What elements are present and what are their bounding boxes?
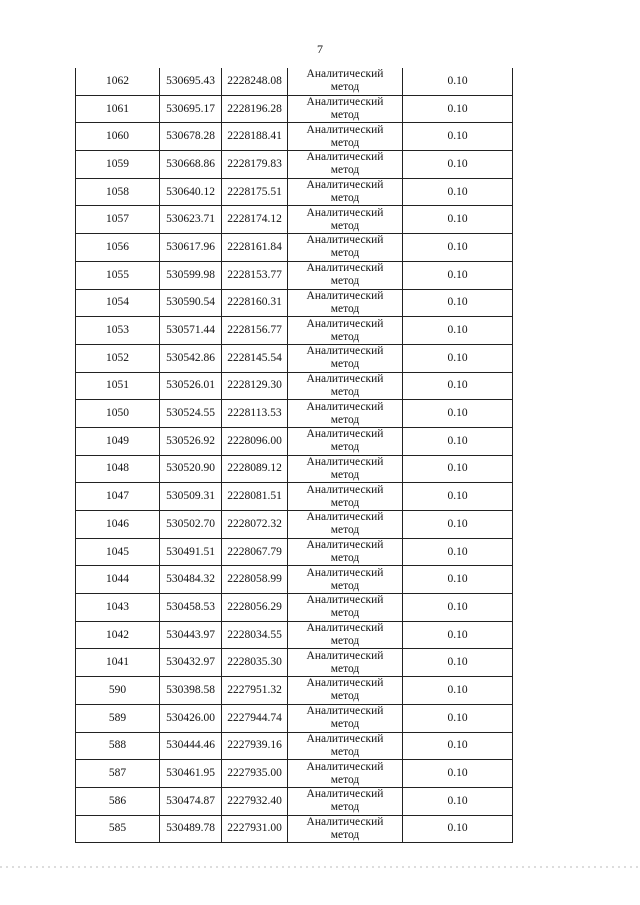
table-row bbox=[76, 344, 513, 372]
x-coordinate-cell: 530502.70 bbox=[160, 511, 222, 539]
method-cell bbox=[288, 483, 403, 511]
method-text-line-1: Аналитический bbox=[306, 649, 384, 662]
method-text-line-1: Аналитический bbox=[306, 234, 384, 247]
method-cell bbox=[288, 538, 403, 566]
x-coordinate-cell: 530668.86 bbox=[160, 151, 222, 179]
accuracy-cell: 0.10 bbox=[403, 261, 513, 289]
method-cell bbox=[288, 621, 403, 649]
method-text-line-2: метод bbox=[330, 718, 360, 731]
method-text-line-1: Аналитический bbox=[306, 622, 384, 635]
y-coordinate-cell: 2227939.16 bbox=[222, 732, 288, 760]
table-row bbox=[76, 317, 513, 345]
table-row bbox=[76, 234, 513, 262]
method-text-line-1: Аналитический bbox=[306, 400, 384, 413]
method-text-line-1: Аналитический bbox=[306, 262, 384, 275]
method-text-line-2: метод bbox=[330, 358, 360, 371]
y-coordinate-cell: 2228179.83 bbox=[222, 151, 288, 179]
method-cell bbox=[288, 400, 403, 428]
accuracy-cell: 0.10 bbox=[403, 594, 513, 622]
method-cell bbox=[288, 760, 403, 788]
method-text-line-1: Аналитический bbox=[306, 206, 384, 219]
point-number-cell: 1049 bbox=[76, 427, 160, 455]
y-coordinate-cell: 2228145.54 bbox=[222, 344, 288, 372]
accuracy-cell: 0.10 bbox=[403, 621, 513, 649]
accuracy-cell: 0.10 bbox=[403, 732, 513, 760]
x-coordinate-cell: 530461.95 bbox=[160, 760, 222, 788]
method-text-line-1: Аналитический bbox=[306, 372, 384, 385]
accuracy-cell: 0.10 bbox=[403, 206, 513, 234]
method-cell bbox=[288, 815, 403, 843]
table-row bbox=[76, 123, 513, 151]
point-number-cell: 586 bbox=[76, 787, 160, 815]
method-text-line-1: Аналитический bbox=[306, 566, 384, 579]
y-coordinate-cell: 2228058.99 bbox=[222, 566, 288, 594]
method-text-line-1: Аналитический bbox=[306, 594, 384, 607]
accuracy-cell: 0.10 bbox=[403, 427, 513, 455]
y-coordinate-cell: 2228129.30 bbox=[222, 372, 288, 400]
accuracy-cell: 0.10 bbox=[403, 289, 513, 317]
x-coordinate-cell: 530489.78 bbox=[160, 815, 222, 843]
x-coordinate-cell: 530623.71 bbox=[160, 206, 222, 234]
method-text-line-2: метод bbox=[330, 579, 360, 592]
accuracy-cell: 0.10 bbox=[403, 344, 513, 372]
x-coordinate-cell: 530509.31 bbox=[160, 483, 222, 511]
method-text-line-2: метод bbox=[330, 607, 360, 620]
table-row bbox=[76, 68, 513, 95]
method-cell bbox=[288, 234, 403, 262]
x-coordinate-cell: 530542.86 bbox=[160, 344, 222, 372]
table-row bbox=[76, 261, 513, 289]
y-coordinate-cell: 2228196.28 bbox=[222, 95, 288, 123]
method-text-line-2: метод bbox=[330, 275, 360, 288]
x-coordinate-cell: 530432.97 bbox=[160, 649, 222, 677]
point-number-cell: 1059 bbox=[76, 151, 160, 179]
method-text-line-2: метод bbox=[330, 330, 360, 343]
point-number-cell: 1043 bbox=[76, 594, 160, 622]
method-text-line-1: Аналитический bbox=[306, 179, 384, 192]
point-number-cell: 1053 bbox=[76, 317, 160, 345]
point-number-cell: 1046 bbox=[76, 511, 160, 539]
accuracy-cell: 0.10 bbox=[403, 317, 513, 345]
method-cell bbox=[288, 178, 403, 206]
x-coordinate-cell: 530520.90 bbox=[160, 455, 222, 483]
accuracy-cell: 0.10 bbox=[403, 234, 513, 262]
y-coordinate-cell: 2228113.53 bbox=[222, 400, 288, 428]
x-coordinate-cell: 530443.97 bbox=[160, 621, 222, 649]
method-cell bbox=[288, 455, 403, 483]
method-text-line-1: Аналитический bbox=[306, 705, 384, 718]
x-coordinate-cell: 530524.55 bbox=[160, 400, 222, 428]
y-coordinate-cell: 2228035.30 bbox=[222, 649, 288, 677]
method-cell bbox=[288, 151, 403, 179]
x-coordinate-cell: 530590.54 bbox=[160, 289, 222, 317]
accuracy-cell: 0.10 bbox=[403, 151, 513, 179]
method-cell bbox=[288, 289, 403, 317]
x-coordinate-cell: 530571.44 bbox=[160, 317, 222, 345]
method-text-line-1: Аналитический bbox=[306, 760, 384, 773]
method-text-line-2: метод bbox=[330, 109, 360, 122]
table-row bbox=[76, 372, 513, 400]
table-row bbox=[76, 760, 513, 788]
method-cell bbox=[288, 649, 403, 677]
point-number-cell: 1047 bbox=[76, 483, 160, 511]
method-text-line-1: Аналитический bbox=[306, 455, 384, 468]
table-row bbox=[76, 400, 513, 428]
point-number-cell: 1055 bbox=[76, 261, 160, 289]
coordinates-table bbox=[75, 68, 513, 843]
method-text-line-2: метод bbox=[330, 662, 360, 675]
accuracy-cell: 0.10 bbox=[403, 760, 513, 788]
method-cell bbox=[288, 344, 403, 372]
point-number-cell: 1050 bbox=[76, 400, 160, 428]
x-coordinate-cell: 530695.43 bbox=[160, 68, 222, 95]
y-coordinate-cell: 2228160.31 bbox=[222, 289, 288, 317]
x-coordinate-cell: 530484.32 bbox=[160, 566, 222, 594]
table-row bbox=[76, 538, 513, 566]
method-text-line-1: Аналитический bbox=[306, 428, 384, 441]
method-text-line-1: Аналитический bbox=[306, 123, 384, 136]
method-text-line-2: метод bbox=[330, 302, 360, 315]
x-coordinate-cell: 530474.87 bbox=[160, 787, 222, 815]
point-number-cell: 585 bbox=[76, 815, 160, 843]
method-text-line-2: метод bbox=[330, 441, 360, 454]
y-coordinate-cell: 2228081.51 bbox=[222, 483, 288, 511]
method-text-line-2: метод bbox=[330, 552, 360, 565]
method-text-line-2: метод bbox=[330, 247, 360, 260]
method-text-line-1: Аналитический bbox=[306, 151, 384, 164]
method-text-line-1: Аналитический bbox=[306, 539, 384, 552]
point-number-cell: 1062 bbox=[76, 68, 160, 95]
point-number-cell: 588 bbox=[76, 732, 160, 760]
x-coordinate-cell: 530426.00 bbox=[160, 704, 222, 732]
method-text-line-1: Аналитический bbox=[306, 511, 384, 524]
accuracy-cell: 0.10 bbox=[403, 566, 513, 594]
x-coordinate-cell: 530526.92 bbox=[160, 427, 222, 455]
x-coordinate-cell: 530678.28 bbox=[160, 123, 222, 151]
method-text-line-2: метод bbox=[330, 164, 360, 177]
method-text-line-2: метод bbox=[330, 413, 360, 426]
x-coordinate-cell: 530491.51 bbox=[160, 538, 222, 566]
x-coordinate-cell: 530640.12 bbox=[160, 178, 222, 206]
method-text-line-2: метод bbox=[330, 635, 360, 648]
point-number-cell: 1052 bbox=[76, 344, 160, 372]
table-row bbox=[76, 455, 513, 483]
x-coordinate-cell: 530458.53 bbox=[160, 594, 222, 622]
accuracy-cell: 0.10 bbox=[403, 677, 513, 705]
method-cell bbox=[288, 594, 403, 622]
point-number-cell: 1045 bbox=[76, 538, 160, 566]
method-text-line-1: Аналитический bbox=[306, 345, 384, 358]
method-text-line-2: метод bbox=[330, 801, 360, 814]
accuracy-cell: 0.10 bbox=[403, 538, 513, 566]
point-number-cell: 1048 bbox=[76, 455, 160, 483]
y-coordinate-cell: 2227931.00 bbox=[222, 815, 288, 843]
table-row bbox=[76, 566, 513, 594]
accuracy-cell: 0.10 bbox=[403, 372, 513, 400]
accuracy-cell: 0.10 bbox=[403, 649, 513, 677]
accuracy-cell: 0.10 bbox=[403, 787, 513, 815]
method-cell bbox=[288, 511, 403, 539]
table-row bbox=[76, 151, 513, 179]
method-cell bbox=[288, 427, 403, 455]
method-cell bbox=[288, 704, 403, 732]
point-number-cell: 587 bbox=[76, 760, 160, 788]
method-text-line-1: Аналитический bbox=[306, 483, 384, 496]
table-row bbox=[76, 704, 513, 732]
y-coordinate-cell: 2228096.00 bbox=[222, 427, 288, 455]
point-number-cell: 1044 bbox=[76, 566, 160, 594]
method-text-line-2: метод bbox=[330, 136, 360, 149]
point-number-cell: 590 bbox=[76, 677, 160, 705]
x-coordinate-cell: 530444.46 bbox=[160, 732, 222, 760]
method-cell bbox=[288, 95, 403, 123]
y-coordinate-cell: 2228174.12 bbox=[222, 206, 288, 234]
table-row bbox=[76, 511, 513, 539]
x-coordinate-cell: 530526.01 bbox=[160, 372, 222, 400]
y-coordinate-cell: 2228153.77 bbox=[222, 261, 288, 289]
point-number-cell: 1057 bbox=[76, 206, 160, 234]
method-cell bbox=[288, 372, 403, 400]
table-row bbox=[76, 649, 513, 677]
table-row bbox=[76, 178, 513, 206]
point-number-cell: 1051 bbox=[76, 372, 160, 400]
point-number-cell: 1041 bbox=[76, 649, 160, 677]
method-cell bbox=[288, 206, 403, 234]
y-coordinate-cell: 2228188.41 bbox=[222, 123, 288, 151]
table-row bbox=[76, 787, 513, 815]
table-row bbox=[76, 677, 513, 705]
table-row bbox=[76, 594, 513, 622]
x-coordinate-cell: 530599.98 bbox=[160, 261, 222, 289]
method-text-line-2: метод bbox=[330, 468, 360, 481]
table-row bbox=[76, 289, 513, 317]
y-coordinate-cell: 2228067.79 bbox=[222, 538, 288, 566]
method-text-line-2: метод bbox=[330, 828, 360, 841]
y-coordinate-cell: 2228248.08 bbox=[222, 68, 288, 95]
method-text-line-2: метод bbox=[330, 690, 360, 703]
method-text-line-2: метод bbox=[330, 745, 360, 758]
accuracy-cell: 0.10 bbox=[403, 483, 513, 511]
accuracy-cell: 0.10 bbox=[403, 95, 513, 123]
method-text-line-2: метод bbox=[330, 496, 360, 509]
y-coordinate-cell: 2228161.84 bbox=[222, 234, 288, 262]
y-coordinate-cell: 2227944.74 bbox=[222, 704, 288, 732]
method-cell bbox=[288, 123, 403, 151]
y-coordinate-cell: 2228072.32 bbox=[222, 511, 288, 539]
table-row bbox=[76, 427, 513, 455]
method-text-line-1: Аналитический bbox=[306, 289, 384, 302]
method-text-line-2: метод bbox=[330, 192, 360, 205]
method-text-line-2: метод bbox=[330, 385, 360, 398]
method-cell bbox=[288, 732, 403, 760]
method-text-line-2: метод bbox=[330, 219, 360, 232]
method-text-line-2: метод bbox=[330, 524, 360, 537]
point-number-cell: 1054 bbox=[76, 289, 160, 317]
method-text-line-1: Аналитический bbox=[306, 317, 384, 330]
coordinates-table-body bbox=[76, 68, 513, 843]
y-coordinate-cell: 2228056.29 bbox=[222, 594, 288, 622]
page-number: 7 bbox=[317, 42, 323, 56]
point-number-cell: 589 bbox=[76, 704, 160, 732]
x-coordinate-cell: 530695.17 bbox=[160, 95, 222, 123]
method-cell bbox=[288, 317, 403, 345]
accuracy-cell: 0.10 bbox=[403, 400, 513, 428]
accuracy-cell: 0.10 bbox=[403, 123, 513, 151]
table-row bbox=[76, 621, 513, 649]
table-row bbox=[76, 732, 513, 760]
y-coordinate-cell: 2227951.32 bbox=[222, 677, 288, 705]
method-cell bbox=[288, 677, 403, 705]
method-text-line-1: Аналитический bbox=[306, 815, 384, 828]
y-coordinate-cell: 2227932.40 bbox=[222, 787, 288, 815]
point-number-cell: 1060 bbox=[76, 123, 160, 151]
table-row bbox=[76, 483, 513, 511]
accuracy-cell: 0.10 bbox=[403, 178, 513, 206]
method-cell bbox=[288, 261, 403, 289]
method-text-line-2: метод bbox=[330, 773, 360, 786]
accuracy-cell: 0.10 bbox=[403, 68, 513, 95]
y-coordinate-cell: 2228034.55 bbox=[222, 621, 288, 649]
y-coordinate-cell: 2227935.00 bbox=[222, 760, 288, 788]
point-number-cell: 1061 bbox=[76, 95, 160, 123]
method-text-line-1: Аналитический bbox=[306, 677, 384, 690]
method-cell bbox=[288, 787, 403, 815]
scan-artifact-line bbox=[0, 866, 640, 868]
y-coordinate-cell: 2228156.77 bbox=[222, 317, 288, 345]
point-number-cell: 1056 bbox=[76, 234, 160, 262]
method-text-line-1: Аналитический bbox=[306, 68, 384, 81]
x-coordinate-cell: 530398.58 bbox=[160, 677, 222, 705]
table-row bbox=[76, 95, 513, 123]
point-number-cell: 1058 bbox=[76, 178, 160, 206]
accuracy-cell: 0.10 bbox=[403, 455, 513, 483]
accuracy-cell: 0.10 bbox=[403, 511, 513, 539]
method-text-line-2: метод bbox=[330, 81, 360, 94]
method-text-line-1: Аналитический bbox=[306, 96, 384, 109]
method-cell bbox=[288, 566, 403, 594]
table-row bbox=[76, 206, 513, 234]
x-coordinate-cell: 530617.96 bbox=[160, 234, 222, 262]
point-number-cell: 1042 bbox=[76, 621, 160, 649]
accuracy-cell: 0.10 bbox=[403, 815, 513, 843]
method-text-line-1: Аналитический bbox=[306, 788, 384, 801]
method-cell bbox=[288, 68, 403, 95]
table-row bbox=[76, 815, 513, 843]
method-text-line-1: Аналитический bbox=[306, 732, 384, 745]
y-coordinate-cell: 2228175.51 bbox=[222, 178, 288, 206]
accuracy-cell: 0.10 bbox=[403, 704, 513, 732]
y-coordinate-cell: 2228089.12 bbox=[222, 455, 288, 483]
